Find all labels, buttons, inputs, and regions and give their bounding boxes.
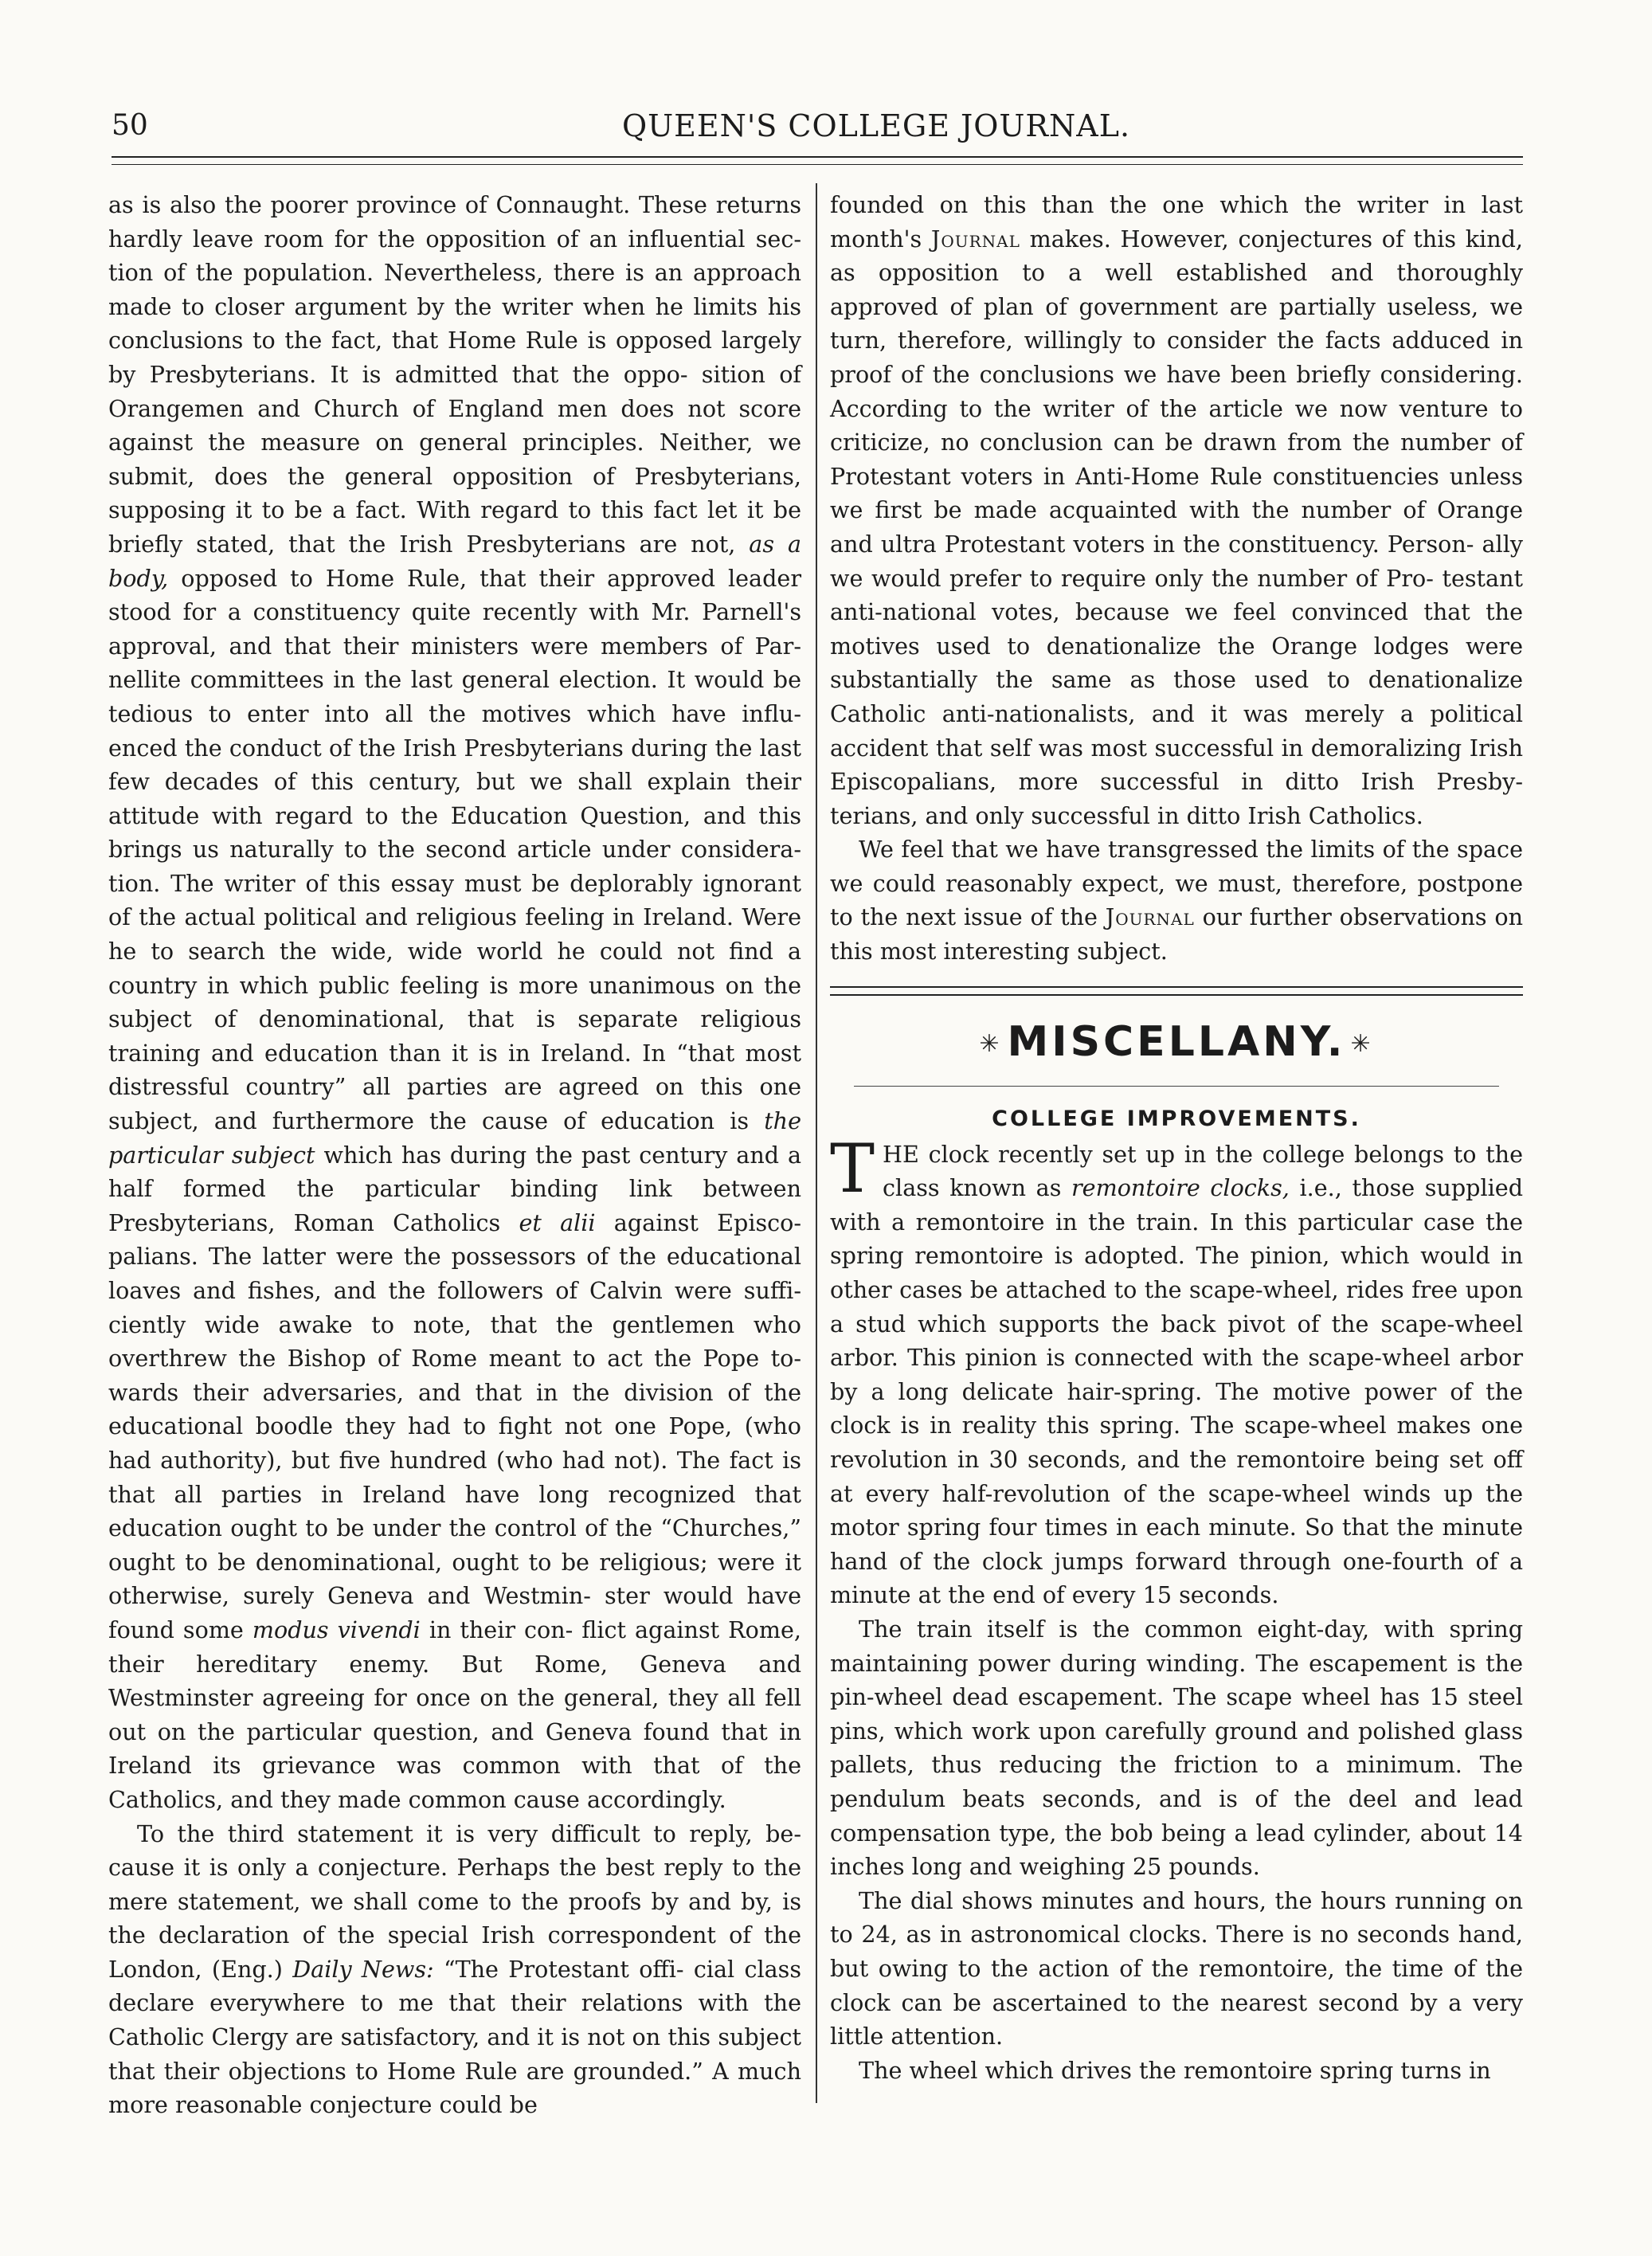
ornament-icon: ✳ xyxy=(1350,1029,1374,1058)
text-run: in their con- flict against Rome, their hereditary enemy. But Rome, Geneva and Westminster agreeing for once on the general, they all fell out on the particular question, and Geneva found that in Ireland its grievance was common with that of the Catholics, and they made common cause accordingly. xyxy=(108,1616,801,1813)
article-paragraph-1 xyxy=(830,1129,1524,1612)
text-run: makes. However, conjectures of this kind, as opposition to a well established and thoroughly approved of plan of government are partially useless, we turn, therefore, willingly to consider the facts adduced in proof of the conclusions we have been briefly considering. According to the writer of the article we now venture to criticize, no conclusion can be drawn from the number of Protestant voters in Anti-Home Rule constituencies unless we first be made acquainted with the number of Orange and ultra Protestant voters in the constituency. Person- ally we would prefer to require only the number of Pro- testant anti-national votes, because we feel convinced that the motives used to denationalize the Orange lodges were substantially the same as those used to denationalize Catholic anti-nationalists, and it was merely a political accident that self was most successful in demoralizing Irish Episcopalians, more successful in ditto Irish Presby- terians, and only successful in ditto Irish Catholics. xyxy=(830,225,1524,829)
italic-run: remontoire clocks, xyxy=(1071,1174,1290,1202)
header-rule-bottom xyxy=(112,164,1523,165)
section-heading-text: MISCELLANY. xyxy=(1007,1017,1346,1066)
section-underline xyxy=(854,1086,1499,1087)
text-run: We feel that we have transgressed the limits of the space we could reasonably expect, we must, therefore, postpone to the next issue of the xyxy=(830,836,1523,931)
text-run: our further observations on this most interesting subject. xyxy=(830,903,1524,965)
smallcaps-run: Journal xyxy=(1105,903,1195,931)
column-divider xyxy=(816,183,817,2103)
drop-cap: T xyxy=(830,1129,875,1208)
article-title: COLLEGE IMPROVEMENTS. xyxy=(992,1106,1361,1131)
text-run: opposed to Home Rule, that their approved leader stood for a constituency quite recently with Mr. Parnell's approval, and that their ministers were members of Par- nellite committees in the last general election. It would be tedious to enter into all the motives which have influ- enced the conduct of the Irish Presbyterians during the last few decades of this century, but we shall explain their attitude with regard to the Education Question, and this brings us naturally to the second article under considera- tion. The writer of this essay must be deplorably ignorant of the actual political and religious feeling in Ireland. Were he to search the wide, wide world he could not find a country in which public feeling is more unanimous on the subject of denominational, that is separate religious training and education than it is in Ireland. In “that most distressful country” all parties are agreed on this one subject, and furthermore the cause of education is xyxy=(108,564,801,1135)
article-paragraph-2: The train itself is the common eight-day, with spring maintaining power during winding. The escapement is the pin-wheel dead escapement. The scape wheel has 15 steel pins, which work upon carefully ground and polished glass pallets, thus reducing the friction to a minimum. The pendulum beats seconds, and is of the deel and lead compensation type, the bob being a lead cylinder, about 14 inches long and weighing 25 pounds. xyxy=(830,1615,1523,1881)
italic-run: the particular subject xyxy=(108,1107,802,1169)
smallcaps-run: Journal xyxy=(930,225,1020,253)
italic-run: Daily News: xyxy=(292,1955,434,1983)
running-head: QUEEN'S COLLEGE JOURNAL. xyxy=(621,108,1131,143)
ornament-icon: ✳ xyxy=(979,1029,1003,1058)
italic-run: as a body, xyxy=(108,530,801,592)
header-rule-top xyxy=(112,156,1523,158)
text-run: “The Protestant offi- cial class declare everywhere to me that their relations with the Catholic Clergy are satisfactory, and it is not on this subject that their objections to Home Rule are grounded.” A much more reasonable conjecture could be xyxy=(108,1955,802,2119)
left-paragraph-2 xyxy=(108,1817,801,2122)
section-rule-bottom xyxy=(830,994,1523,996)
article-paragraph-4: The wheel which drives the remontoire spring turns in xyxy=(859,2056,1491,2084)
article-paragraph-3: The dial shows minutes and hours, the hours running on to 24, as in astronomical clocks. There is no seconds hand, but owing to the action of the remontoire, the time of the clock can be ascertained to the nearest second by a very little attention. xyxy=(830,1886,1523,2050)
section-rule-top xyxy=(830,986,1523,988)
italic-run: modus vivendi xyxy=(252,1616,421,1643)
left-column xyxy=(108,188,801,2122)
italic-run: et alii xyxy=(519,1208,596,1236)
text-run: as is also the poorer province of Connaught. These returns hardly leave room for the opposition of an influential sec- tion of the population. Nevertheless, there is an approach made to closer argument by the writer when he limits his conclusions to the fact, that Home Rule is opposed largely by Presbyterians. It is admitted that the oppo- sition of Orangemen and Church of England men does not score against the measure on general principles. Neither, we submit, does the general opposition of Presbyterians, supposing it to be a fact. With regard to this fact let it be briefly stated, that the Irish Presbyterians are not, xyxy=(108,191,801,558)
left-paragraph-1 xyxy=(108,188,801,1817)
text-run: i.e., those supplied with a remontoire in the train. In this particular case the spring remontoire is adopted. The pinion, which would in other cases be attached to the scape-wheel, rides free upon a stud which supports the back pivot of the scape-wheel arbor. This pinion is connected with the scape-wheel arbor by a long delicate hair-spring. The motive power of the clock is in reality this spring. The scape-wheel makes one revolution in 30 seconds, and the remontoire being set off at every half-revolution of the scape-wheel winds up the motor spring four times in each minute. So that the minute hand of the clock jumps forward through one-fourth of a minute at the end of every 15 seconds. xyxy=(830,1174,1524,1609)
page-number: 50 xyxy=(112,109,148,142)
section-divider xyxy=(830,986,1523,996)
section-heading xyxy=(830,1018,1523,1068)
text-run: founded on this than the one which the writer in last month's xyxy=(830,191,1523,253)
text-run: To the third statement it is very difficult to reply, be- cause it is only a conjecture. Perhaps the best reply to the mere statement, we shall come to the proofs by and by, is the declaration of the special Irish correspondent of the London, (Eng.) xyxy=(108,1819,801,1983)
text-run: HE clock recently set up in the college belongs to the class known as xyxy=(883,1140,1523,1202)
text-run: against Episco- palians. The latter were the possessors of the educational loaves and fishes, and the followers of Calvin were suffi- ciently wide awake to note, that the gentlemen who overthrew the Bishop of Rome meant to act the Pope to- wards their adversaries, and that in the division of the educational boodle they had to fight not one Pope, (who had authority), but five hundred (who had not). The fact is that all parties in Ireland have long recognized that education ought to be under the control of the “Churches,” ought to be denominational, ought to be religious; were it otherwise, surely Geneva and Westmin- ster would have found some xyxy=(108,1208,802,1643)
right-paragraph-2 xyxy=(830,832,1523,968)
right-paragraph-1 xyxy=(830,188,1523,832)
text-run: which has during the past century and a half formed the particular binding link between Presbyterians, Roman Catholics xyxy=(108,1141,801,1236)
right-column xyxy=(830,188,1523,2087)
